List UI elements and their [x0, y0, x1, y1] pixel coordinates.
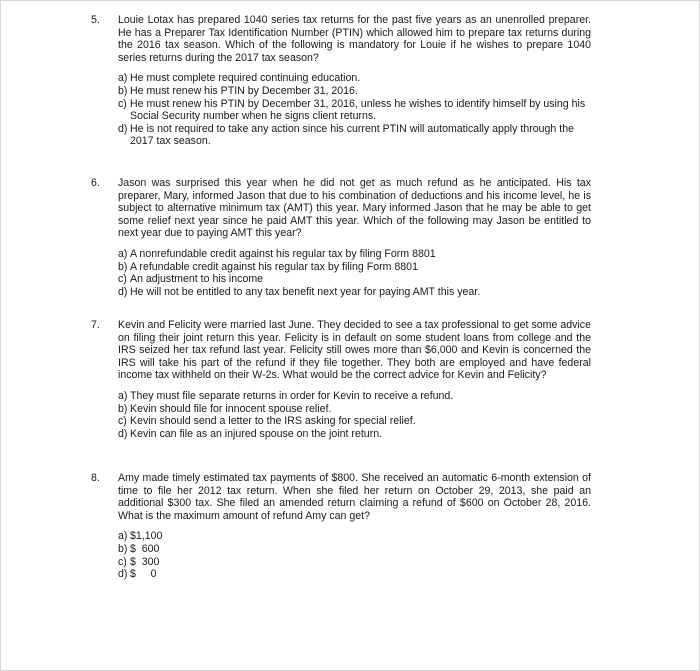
question-text: Amy made timely estimated tax payments of $800. She received an automatic 6-month extension of time to file her 2012 tax return. When she filed her return on October 29, 2013, she paid an additional $300 tax. She filed an amended return claiming a refund of $600 on October 28, 2016. What is the maximum amount of refund Amy can get?: [118, 472, 591, 522]
question-8: [91, 472, 591, 581]
option-letter: d): [118, 285, 128, 298]
answer-options: [118, 248, 591, 298]
option-b: [118, 85, 591, 98]
option-letter: d): [118, 568, 128, 581]
option-c: [118, 273, 591, 286]
option-a: [118, 390, 591, 403]
option-letter: a): [118, 530, 128, 543]
option-d: [118, 286, 591, 299]
question-6: [91, 177, 591, 298]
option-d: [118, 568, 591, 581]
option-letter: d): [118, 122, 128, 135]
option-b: [118, 543, 591, 556]
option-text: He must renew his PTIN by December 31, 2016.: [130, 84, 358, 97]
option-d: [118, 428, 591, 441]
option-text: He must complete required continuing education.: [130, 72, 361, 85]
question-text: Jason was surprised this year when he did not get as much refund as he anticipated. His tax preparer, Mary, informed Jason that due to his combination of deductions and his income level, he is subject to alternative minimum tax (AMT) this year. Mary informed Jason that he may be able to get some relief next year since he paid AMT this year. Which of the following may Jason be entitled to next year due to paying AMT this year?: [118, 177, 591, 240]
option-letter: c): [118, 555, 127, 568]
option-text: Kevin should send a letter to the IRS asking for special relief.: [130, 415, 416, 428]
option-a: [118, 530, 591, 543]
option-text: A nonrefundable credit against his regular tax by filing Form 8801: [130, 247, 436, 260]
option-d: [118, 123, 591, 148]
option-letter: a): [118, 247, 128, 260]
option-c: [118, 98, 591, 123]
question-number: 7.: [91, 319, 100, 331]
answer-options: [118, 530, 591, 580]
question-text: Kevin and Felicity were married last June. They decided to see a tax professional to get some advice on filing their joint return this year. Felicity is in default on some student loans from college and the IRS seized her tax refund last year. Felicity still owes more than $6,000 and Kevin is concerned the IRS will take his part of the refund if they file together. They both are employed and have federal income tax withheld on their W-2s. What would be the correct advice for Kevin and Felicity?: [118, 319, 591, 382]
option-text: A refundable credit against his regular tax by filing Form 8801: [130, 260, 418, 273]
question-number: 6.: [91, 177, 100, 189]
option-letter: b): [118, 542, 128, 555]
option-letter: b): [118, 402, 128, 415]
option-a: [118, 72, 591, 85]
option-text: An adjustment to his income: [130, 273, 264, 286]
option-text: $ 600: [130, 542, 160, 555]
question-7: [91, 319, 591, 440]
option-text: Kevin should file for innocent spouse relief.: [130, 402, 332, 415]
question-number: 8.: [91, 472, 100, 484]
question-text: Louie Lotax has prepared 1040 series tax returns for the past five years as an unenrolled preparer. He has a Preparer Tax Identification Number (PTIN) which allowed him to prepare tax returns during the 2016 tax season. Which of the following is mandatory for Louie if he wishes to prepare 1040 series returns during the 2017 tax season?: [118, 14, 591, 64]
question-number: 5.: [91, 14, 100, 26]
option-letter: c): [118, 97, 127, 110]
answer-options: [118, 390, 591, 440]
option-letter: c): [118, 273, 127, 286]
option-text: $1,100: [130, 530, 163, 543]
option-b: [118, 403, 591, 416]
option-text: $ 300: [130, 555, 160, 568]
option-text: He is not required to take any action since his current PTIN will automatically apply through the 2017 tax season.: [130, 122, 574, 148]
option-text: They must file separate returns in order for Kevin to receive a refund.: [130, 389, 454, 402]
option-c: [118, 556, 591, 569]
option-letter: a): [118, 72, 128, 85]
option-c: [118, 415, 591, 428]
option-letter: b): [118, 260, 128, 273]
option-text: Kevin can file as an injured spouse on the joint return.: [130, 427, 383, 440]
option-letter: a): [118, 389, 128, 402]
option-text: He will not be entitled to any tax benefit next year for paying AMT this year.: [130, 285, 481, 298]
option-a: [118, 248, 591, 261]
question-5: [91, 14, 591, 148]
option-text: $ 0: [130, 568, 157, 581]
option-letter: d): [118, 427, 128, 440]
option-letter: c): [118, 415, 127, 428]
answer-options: [118, 72, 591, 148]
option-text: He must renew his PTIN by December 31, 2016, unless he wishes to identify himself by using his Social Security number when he signs client returns.: [130, 97, 586, 123]
option-letter: b): [118, 84, 128, 97]
option-b: [118, 261, 591, 274]
